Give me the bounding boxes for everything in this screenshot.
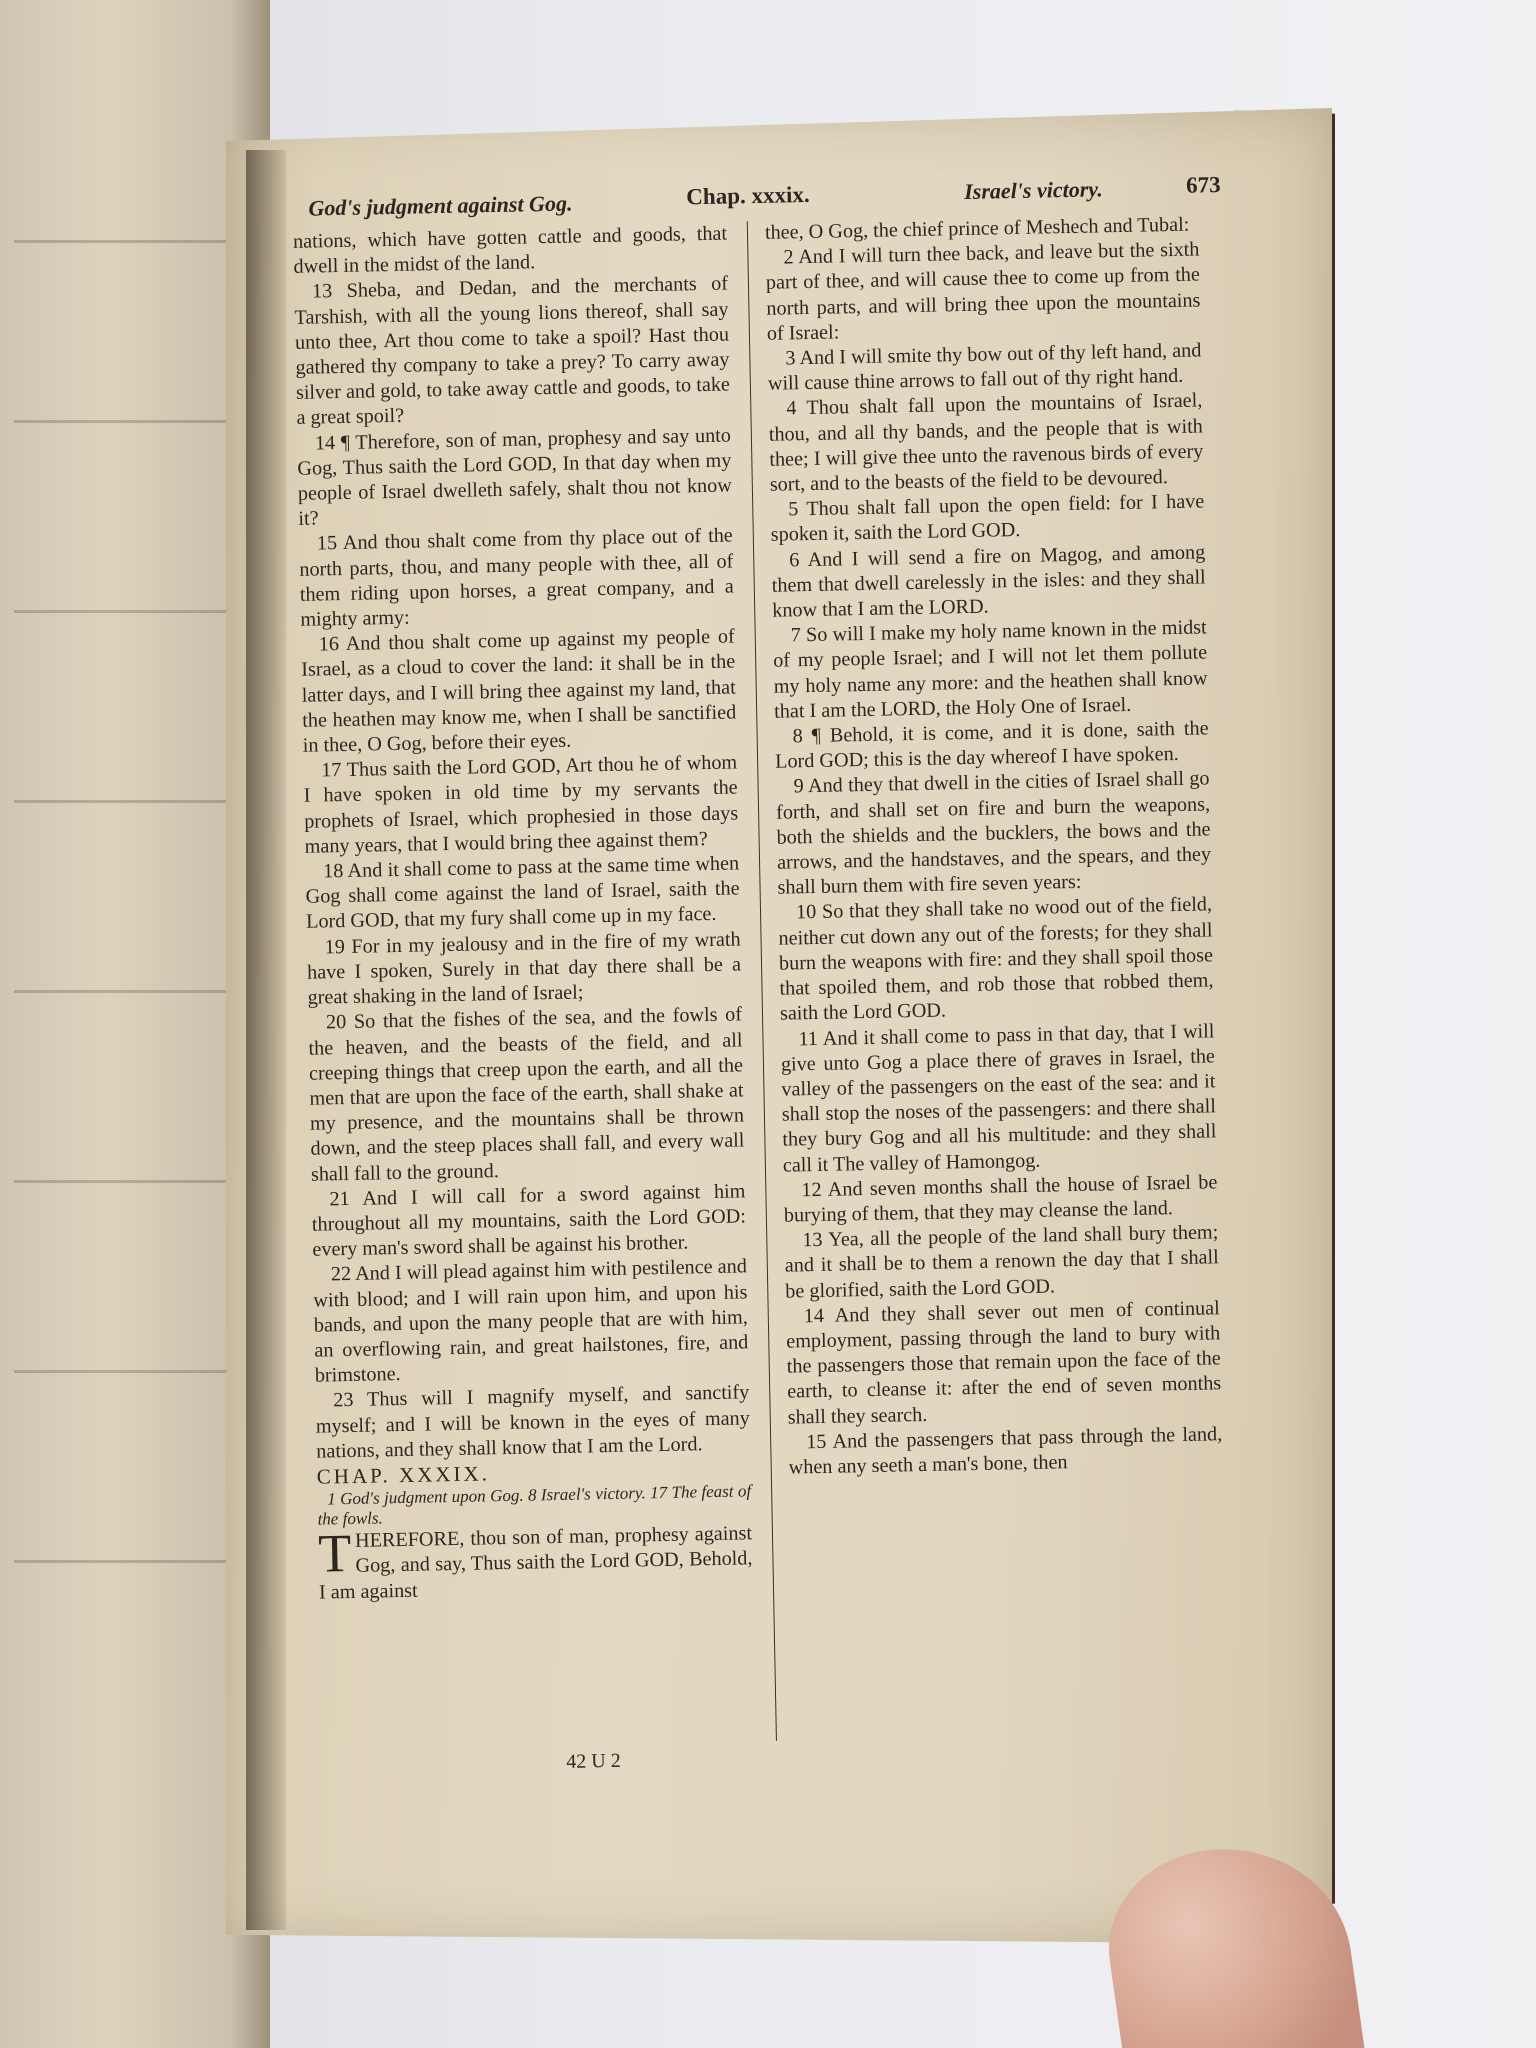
bleed-line (14, 420, 246, 423)
verse: 21 And I will call for a sword against him throughout all my mountains, saith the Lord GOD: every man's sword shall be against his brother. (311, 1180, 747, 1261)
verse: 7 So will I make my holy name known in the midst of my people Israel; and I will not let them pollute my holy name any more: and the heathen shall know that I am the LORD, the Holy One of Israel. (773, 616, 1208, 723)
right-column (765, 212, 1223, 1480)
verse: 9 And they that dwell in the cities of Israel shall go forth, and shall set on fire and burn the weapons, both the shields and the bucklers, the bows and the arrows, and the handstaves, and the spears, and they shall burn them with fire seven years: (775, 767, 1212, 899)
page-text-block (286, 168, 1256, 1773)
bleed-line (14, 990, 246, 993)
verse: 16 And thou shalt come up against my people of Israel, as a cloud to cover the land: it shall be in the latter days, and I will bring thee against my land, that the heathen may know me, when I shall be sanctified in thee, O Gog, before their eyes. (301, 625, 737, 757)
signature-mark: 42 U 2 (566, 1749, 621, 1773)
running-head-right: Israel's victory. (963, 176, 1103, 204)
verse: 14 ¶ Therefore, son of man, prophesy and say unto Gog, Thus saith the Lord GOD, In that day when my people of Israel dwelleth safely, shalt thou not know it? (297, 424, 733, 531)
verse: 10 So that they shall take no wood out of the field, neither cut down any out of the forests; for they shall burn the weapons with fire: and they shall spoil those that spoiled them, and rob those that robbed them, saith the Lord GOD. (778, 893, 1214, 1025)
bleed-line (14, 800, 246, 803)
chapter-heading: CHAP. XXXIX. (316, 1461, 491, 1489)
bleed-line (14, 1370, 246, 1373)
drop-cap: T (317, 1523, 352, 1584)
verse: thee, O Gog, the chief prince of Meshech and Tubal: (764, 213, 1190, 244)
bleed-line (14, 1180, 246, 1183)
verse: 5 Thou shalt fall upon the open field: for I have spoken it, saith the Lord GOD. (770, 490, 1205, 547)
verse: 14 And they shall sever out men of continual employment, passing through the land to bury with the passengers those that remain upon the face of the earth, to cleanse it: after the end of seven months shall they search. (786, 1297, 1222, 1429)
verse: 15 And the passengers that pass through the land, when any seeth a man's bone, then (788, 1423, 1223, 1479)
bleed-line (14, 240, 246, 243)
running-head-left: God's judgment against Gog. (308, 190, 573, 221)
page-number: 673 (1185, 172, 1221, 198)
verse: 23 Thus will I magnify myself, and sanctify myself; and I will be known in the eyes of many nations, and they shall know that I am the Lord. (315, 1381, 750, 1463)
verse: nations, which have gotten cattle and goods, that dwell in the midst of the land. (292, 222, 728, 279)
verse: 13 Yea, all the people of the land shall bury them; and it shall be to them a renown the day that I shall be glorified, saith the Lord GOD. (784, 1221, 1219, 1303)
verse: 12 And seven months shall the house of Israel be burying of them, that they may cleanse the land. (783, 1171, 1218, 1227)
verse: 22 And I will plead against him with pestilence and with blood; and I will rain upon him, and upon his bands, and upon the many people that are with him, an overflowing rain, and great hailstones, fire, and brimstone. (313, 1255, 749, 1387)
chapter-summary: 1 God's judgment upon Gog. 8 Israel's victory. 17 The feast of the fowls. (317, 1481, 752, 1529)
verse: 3 And I will smite thy bow out of thy left hand, and will cause thine arrows to fall out of thy right hand. (767, 339, 1202, 396)
verse: 8 ¶ Behold, it is come, and it is done, saith the Lord GOD; this is the day whereof I have spoken. (774, 717, 1209, 773)
bleed-line (14, 1560, 246, 1563)
verse: 17 Thus saith the Lord GOD, Art thou he of whom I have spoken in old time by my servants the prophets of Israel, which prophesied in those days many years, that I would bring thee against them? (303, 751, 739, 858)
verse: 19 For in my jealousy and in the fire of my wrath have I spoken, Surely in that day there shall be a great shaking in the land of Israel; (306, 928, 742, 1009)
verse: 6 And I will send a fire on Magog, and among them that dwell carelessly in the isles: and they shall know that I am the LORD. (771, 541, 1206, 622)
verse: 11 And it shall come to pass in that day, that I will give unto Gog a place there of graves in Israel, the valley of the passengers on the east of the sea: and it shall stop the noses of the passengers: and there shall they bury Gog and all his multitude: and they shall call it The valley of Hamongog. (780, 1019, 1217, 1177)
binding-gutter (246, 150, 286, 1930)
verse: 20 So that the fishes of the sea, and the fowls of the heaven, and the beasts of the field, and all creeping things that creep upon the earth, and all the men that are upon the face of the earth, shall shake at my presence, and the mountains shall be thrown down, and the steep places shall fall, and every wall shall fall to the ground. (308, 1003, 745, 1186)
verse: 18 And it shall come to pass at the same time when Gog shall come against the land of Israel, saith the Lord GOD, that my fury shall come up in my face. (305, 852, 740, 934)
verse: 15 And thou shalt come from thy place out of the north parts, thou, and many people with thee, all of them riding upon horses, a great company, and a mighty army: (299, 524, 734, 631)
verse-opening-text: HEREFORE, thou son of man, prophesy against Gog, and say, Thus saith the Lord GOD, Behold, I am against (318, 1522, 753, 1604)
verse: 4 Thou shalt fall upon the mountains of Israel, thou, and all thy bands, and the people that is with thee; I will give thee unto the ravenous birds of every sort, and to the beasts of the field to be devoured. (768, 389, 1204, 496)
verse: 2 And I will turn thee back, and leave but the sixth part of thee, and will cause thee to come up from the north parts, and will bring thee upon the mountains of Israel: (765, 238, 1201, 345)
left-column (293, 222, 753, 1606)
bleed-line (14, 610, 246, 613)
verse-opening (318, 1521, 753, 1605)
running-head-chapter: Chap. xxxix. (686, 181, 810, 210)
verse: 13 Sheba, and Dedan, and the merchants of Tarshish, with all the young lions thereof, shall say unto thee, Art thou come to take a spoil? Hast thou gathered thy company to take a prey? To carry away silver and gold, to take away cattle and goods, to take a great spoil? (294, 272, 731, 430)
